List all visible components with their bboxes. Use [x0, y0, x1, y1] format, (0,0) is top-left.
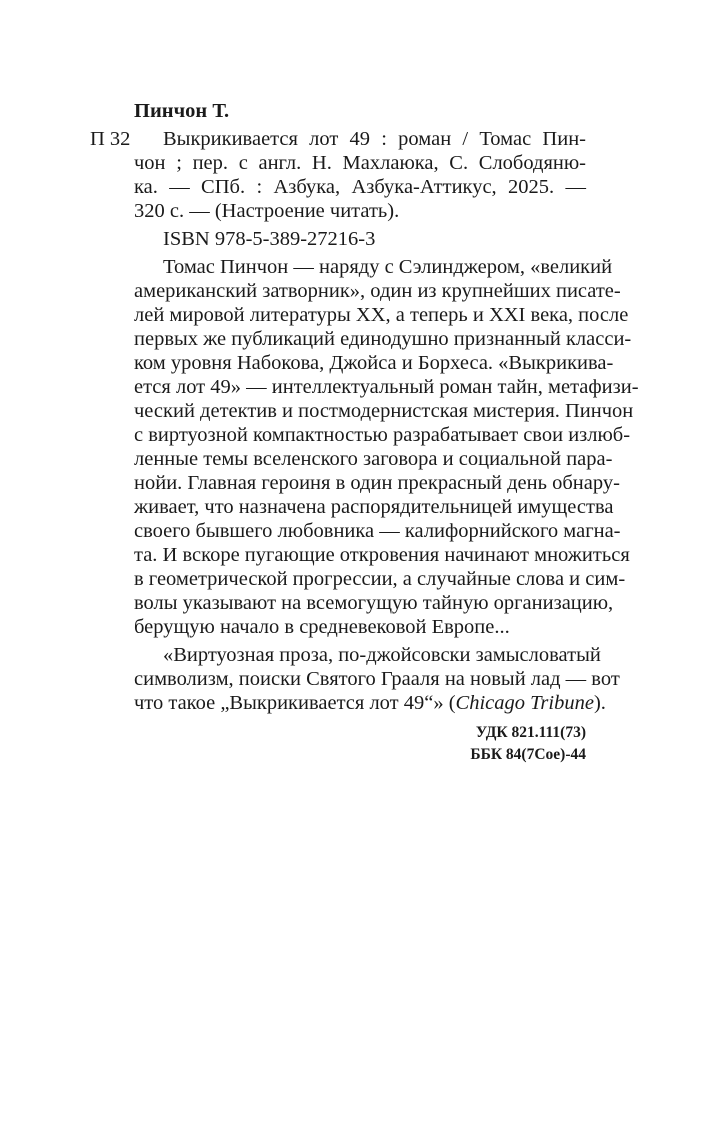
- bibliographic-line: ка. — СПб. : Азбука, Азбука-Аттикус, 2025. —: [134, 176, 586, 198]
- annotation-line: ком уровня Набокова, Джойса и Борхеса. «Выкрикива-: [134, 352, 614, 374]
- quote-line: [134, 691, 606, 715]
- annotation-line: Томас Пинчон — наряду с Сэлинджером, «великий: [163, 256, 613, 278]
- annotation-line: лей мировой литературы XX, а теперь и XXI века, после: [134, 304, 629, 326]
- annotation-line: ленные темы вселенского заговора и социальной пара-: [134, 448, 613, 470]
- bibliographic-line: 320 с. — (Настроение читать).: [134, 200, 400, 222]
- annotation-line: американский затворник», один из крупнейших писате-: [134, 280, 621, 302]
- index-code: П 32: [90, 128, 131, 150]
- quote-source: Chicago Tribune: [455, 692, 594, 714]
- annotation-line: та. И вскоре пугающие откровения начинают множиться: [134, 544, 630, 566]
- annotation-line: с виртуозной компактностью разрабатывает свои излюб-: [134, 424, 631, 446]
- annotation-line: своего бывшего любовника — калифорнийского магна-: [134, 520, 621, 542]
- bbk-code: ББК 84(7Сое)-44: [470, 746, 586, 763]
- udc-code: УДК 821.111(73): [475, 724, 586, 741]
- bibliographic-line: Выкрикивается лот 49 : роман / Томас Пин-: [163, 128, 586, 150]
- annotation-line: живает, что назначена распорядительницей имущества: [134, 496, 614, 518]
- quote-text: что такое „Выкрикивается лот 49“» (: [134, 692, 456, 714]
- quote-text-end: ).: [593, 692, 606, 714]
- author-name: Пинчон Т.: [134, 100, 230, 122]
- annotation-line: в геометрической прогрессии, а случайные слова и сим-: [134, 568, 626, 590]
- annotation-line: нойи. Главная героиня в один прекрасный день обнару-: [134, 472, 620, 494]
- annotation-line: первых же публикаций единодушно признанный класси-: [134, 328, 632, 350]
- isbn: ISBN 978-5-389-27216-3: [163, 228, 376, 250]
- annotation-line: берущую начало в средневековой Европе...: [134, 616, 510, 638]
- annotation-line: ется лот 49» — интеллектуальный роман тайн, метафизи-: [134, 376, 639, 398]
- annotation-line: ческий детектив и постмодернистская мистерия. Пинчон: [134, 400, 634, 422]
- annotation-line: волы указывают на всемогущую тайную организацию,: [134, 592, 614, 614]
- quote-line: «Виртуозная проза, по-джойсовски замысловатый: [163, 644, 601, 666]
- bibliographic-line: чон ; пер. с англ. Н. Махлаюка, С. Слободяню-: [134, 152, 586, 174]
- quote-line: символизм, поиски Святого Грааля на новый лад — вот: [134, 668, 620, 690]
